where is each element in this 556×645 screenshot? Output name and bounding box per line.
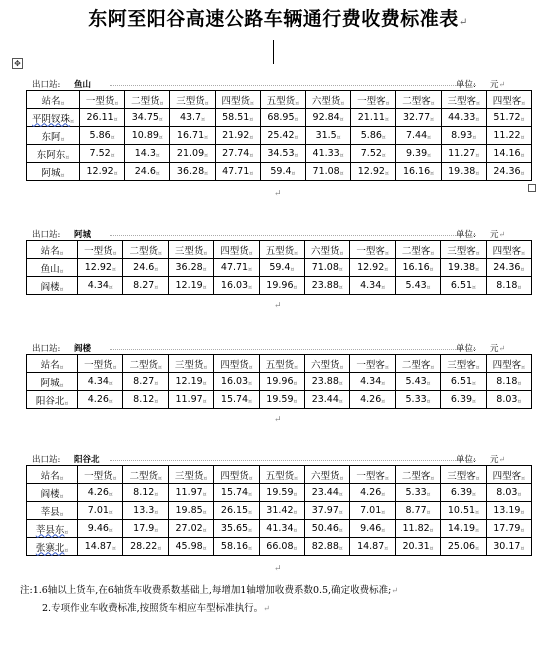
- station-name-cell: 张寨北¤: [27, 538, 78, 556]
- fee-cell: 21.11¤: [351, 109, 396, 127]
- fee-cell: 50.46¤: [305, 520, 350, 538]
- fee-cell: 4.34¤: [350, 277, 395, 295]
- fee-cell: 9.46¤: [350, 520, 395, 538]
- station-name-cell: 阎楼¤: [27, 484, 78, 502]
- station-name-cell: 莘县东¤: [27, 520, 78, 538]
- paragraph-mark: ↵: [274, 189, 282, 199]
- fee-cell: 27.74¤: [215, 145, 260, 163]
- fee-cell: 4.26¤: [78, 391, 123, 409]
- exit-station-name: 阳谷北: [74, 455, 100, 465]
- column-header: 二型客¤: [395, 355, 440, 373]
- fee-cell: 19.38¤: [441, 163, 486, 181]
- column-header: 六型货¤: [305, 91, 350, 109]
- exit-section-2: [0, 226, 556, 293]
- fee-cell: 25.06¤: [441, 538, 486, 556]
- fee-cell: 31.5¤: [305, 127, 350, 145]
- fee-cell: 16.16¤: [396, 163, 441, 181]
- fee-cell: 4.26¤: [78, 484, 123, 502]
- column-header: 四型货¤: [214, 241, 259, 259]
- dotted-leader: [110, 460, 476, 461]
- station-name-cell: 阿城¤: [27, 163, 80, 181]
- unit-value: 元↵: [490, 344, 506, 354]
- table-row: [27, 391, 532, 409]
- exit-label: 出口站:: [32, 230, 61, 240]
- column-header: 二型货¤: [123, 241, 168, 259]
- fee-cell: 8.03¤: [486, 391, 531, 409]
- fee-cell: 23.88¤: [305, 277, 350, 295]
- fee-cell: 5.43¤: [395, 373, 440, 391]
- table-row: [27, 259, 532, 277]
- toll-table: [26, 240, 532, 295]
- fee-cell: 11.97¤: [168, 391, 213, 409]
- column-header: 四型货¤: [214, 355, 259, 373]
- column-header: 站名¤: [27, 91, 80, 109]
- fee-cell: 4.26¤: [350, 484, 395, 502]
- column-header: 一型客¤: [350, 355, 395, 373]
- dotted-leader: [110, 349, 476, 350]
- fee-cell: 36.28¤: [170, 163, 215, 181]
- fee-cell: 8.27¤: [123, 277, 168, 295]
- column-header: 三型货¤: [168, 355, 213, 373]
- fee-cell: 13.3¤: [123, 502, 168, 520]
- fee-cell: 12.19¤: [168, 277, 213, 295]
- column-header: 五型货¤: [259, 241, 304, 259]
- fee-cell: 24.36¤: [486, 163, 531, 181]
- exit-section-4: [0, 451, 556, 554]
- fee-cell: 59.4¤: [259, 259, 304, 277]
- page-title: 东阿至阳谷高速公路车辆通行费收费标准表↵: [88, 8, 468, 30]
- fee-cell: 30.17¤: [486, 538, 531, 556]
- fee-cell: 12.92¤: [350, 259, 395, 277]
- fee-cell: 43.7¤: [170, 109, 215, 127]
- fee-cell: 66.08¤: [259, 538, 304, 556]
- fee-cell: 13.19¤: [486, 502, 531, 520]
- fee-cell: 14.16¤: [486, 145, 531, 163]
- unit-value: 元↵: [490, 455, 506, 465]
- fee-cell: 20.31¤: [395, 538, 440, 556]
- fee-cell: 14.87¤: [350, 538, 395, 556]
- fee-cell: 71.08¤: [305, 163, 350, 181]
- fee-cell: 8.77¤: [395, 502, 440, 520]
- column-header: 三型货¤: [170, 91, 215, 109]
- station-name-cell: 阿城¤: [27, 373, 78, 391]
- exit-section-3: [0, 340, 556, 407]
- column-header: 站名¤: [27, 241, 78, 259]
- fee-cell: 21.09¤: [170, 145, 215, 163]
- fee-cell: 23.44¤: [305, 484, 350, 502]
- fee-cell: 15.74¤: [214, 484, 259, 502]
- fee-cell: 23.44¤: [305, 391, 350, 409]
- paragraph-mark: ↵: [274, 415, 282, 425]
- column-header: 三型货¤: [168, 241, 213, 259]
- fee-cell: 12.92¤: [79, 163, 124, 181]
- fee-cell: 8.12¤: [123, 484, 168, 502]
- fee-cell: 5.86¤: [79, 127, 124, 145]
- unit-label: 单位:: [456, 80, 476, 90]
- fee-cell: 16.71¤: [170, 127, 215, 145]
- column-header: 四型客¤: [486, 241, 531, 259]
- table-resize-handle[interactable]: [528, 184, 536, 192]
- column-header: 四型客¤: [486, 466, 531, 484]
- exit-section-1: [0, 76, 556, 179]
- fee-cell: 47.71¤: [214, 259, 259, 277]
- fee-cell: 7.52¤: [351, 145, 396, 163]
- table-row: [27, 145, 532, 163]
- station-name-cell: 鱼山¤: [27, 259, 78, 277]
- table-header-row: [27, 91, 532, 109]
- column-header: 二型货¤: [123, 355, 168, 373]
- unit-label: 单位:: [456, 344, 476, 354]
- fee-cell: 58.16¤: [214, 538, 259, 556]
- fee-cell: 19.59¤: [259, 484, 304, 502]
- fee-cell: 45.98¤: [168, 538, 213, 556]
- paragraph-mark: ↵: [274, 301, 282, 311]
- fee-cell: 25.42¤: [260, 127, 305, 145]
- exit-station-line: [0, 340, 556, 354]
- table-row: [27, 538, 532, 556]
- fee-cell: 34.53¤: [260, 145, 305, 163]
- fee-cell: 7.44¤: [396, 127, 441, 145]
- fee-cell: 19.85¤: [168, 502, 213, 520]
- table-row: [27, 502, 532, 520]
- fee-cell: 10.89¤: [125, 127, 170, 145]
- paragraph-mark: ↵: [274, 564, 282, 574]
- column-header: 三型客¤: [441, 241, 486, 259]
- fee-cell: 14.3¤: [125, 145, 170, 163]
- column-header: 二型客¤: [396, 91, 441, 109]
- column-header: 一型货¤: [78, 241, 123, 259]
- exit-station-line: [0, 226, 556, 240]
- column-header: 二型货¤: [123, 466, 168, 484]
- fee-cell: 68.95¤: [260, 109, 305, 127]
- station-name-cell: 阎楼¤: [27, 277, 78, 295]
- fee-cell: 35.65¤: [214, 520, 259, 538]
- fee-cell: 5.86¤: [351, 127, 396, 145]
- fee-cell: 19.96¤: [259, 277, 304, 295]
- column-header: 四型客¤: [486, 91, 531, 109]
- table-row: [27, 163, 532, 181]
- fee-cell: 5.43¤: [395, 277, 440, 295]
- table-move-handle-icon[interactable]: ✥: [12, 58, 23, 69]
- fee-cell: 11.22¤: [486, 127, 531, 145]
- note-2: 2.专项作业车收费标准,按照货车相应车型标准执行。↵: [42, 603, 270, 614]
- fee-cell: 14.87¤: [78, 538, 123, 556]
- table-row: [27, 109, 532, 127]
- column-header: 六型货¤: [305, 241, 350, 259]
- column-header: 四型客¤: [486, 355, 531, 373]
- dotted-leader: [110, 235, 476, 236]
- unit-label: 单位:: [456, 455, 476, 465]
- station-name-cell: 东阿¤: [27, 127, 80, 145]
- fee-cell: 12.92¤: [78, 259, 123, 277]
- table-row: [27, 373, 532, 391]
- toll-table: [26, 90, 532, 181]
- unit-label: 单位:: [456, 230, 476, 240]
- fee-cell: 8.18¤: [486, 277, 531, 295]
- fee-cell: 59.4¤: [260, 163, 305, 181]
- fee-cell: 26.11¤: [79, 109, 124, 127]
- column-header: 五型货¤: [259, 355, 304, 373]
- fee-cell: 16.03¤: [214, 277, 259, 295]
- fee-cell: 28.22¤: [123, 538, 168, 556]
- fee-cell: 37.97¤: [305, 502, 350, 520]
- column-header: 六型货¤: [305, 466, 350, 484]
- exit-station-name: 阎楼: [74, 344, 92, 354]
- column-header: 四型货¤: [214, 466, 259, 484]
- column-header: 一型货¤: [78, 466, 123, 484]
- fee-cell: 19.96¤: [259, 373, 304, 391]
- fee-cell: 11.82¤: [395, 520, 440, 538]
- column-header: 三型客¤: [441, 466, 486, 484]
- fee-cell: 16.16¤: [395, 259, 440, 277]
- column-header: 一型客¤: [350, 241, 395, 259]
- fee-cell: 26.15¤: [214, 502, 259, 520]
- column-header: 一型货¤: [78, 355, 123, 373]
- column-header: 站名¤: [27, 466, 78, 484]
- table-header-row: [27, 241, 532, 259]
- fee-cell: 24.6¤: [123, 259, 168, 277]
- toll-table: [26, 354, 532, 409]
- column-header: 一型货¤: [79, 91, 124, 109]
- fee-cell: 47.71¤: [215, 163, 260, 181]
- fee-cell: 19.59¤: [259, 391, 304, 409]
- unit-value: 元↵: [490, 80, 506, 90]
- fee-cell: 4.34¤: [78, 373, 123, 391]
- fee-cell: 8.93¤: [441, 127, 486, 145]
- fee-cell: 17.79¤: [486, 520, 531, 538]
- column-header: 二型客¤: [395, 241, 440, 259]
- column-header: 二型货¤: [125, 91, 170, 109]
- column-header: 六型货¤: [305, 355, 350, 373]
- text-cursor: [273, 40, 274, 64]
- fee-cell: 7.01¤: [350, 502, 395, 520]
- station-name-cell: 莘县¤: [27, 502, 78, 520]
- fee-cell: 34.75¤: [125, 109, 170, 127]
- fee-cell: 14.19¤: [441, 520, 486, 538]
- fee-cell: 12.19¤: [168, 373, 213, 391]
- fee-cell: 8.18¤: [486, 373, 531, 391]
- column-header: 三型货¤: [168, 466, 213, 484]
- fee-cell: 8.12¤: [123, 391, 168, 409]
- fee-cell: 4.34¤: [350, 373, 395, 391]
- fee-cell: 58.51¤: [215, 109, 260, 127]
- fee-cell: 9.46¤: [78, 520, 123, 538]
- column-header: 三型客¤: [441, 355, 486, 373]
- fee-cell: 32.77¤: [396, 109, 441, 127]
- column-header: 一型客¤: [350, 466, 395, 484]
- column-header: 五型货¤: [259, 466, 304, 484]
- fee-cell: 6.39¤: [441, 484, 486, 502]
- exit-station-name: 阿城: [74, 230, 92, 240]
- fee-cell: 36.28¤: [168, 259, 213, 277]
- fee-cell: 82.88¤: [305, 538, 350, 556]
- dotted-leader: [110, 85, 476, 86]
- fee-cell: 17.9¤: [123, 520, 168, 538]
- fee-cell: 27.02¤: [168, 520, 213, 538]
- exit-station-line: [0, 451, 556, 465]
- fee-cell: 16.03¤: [214, 373, 259, 391]
- column-header: 五型货¤: [260, 91, 305, 109]
- fee-cell: 11.27¤: [441, 145, 486, 163]
- fee-cell: 24.36¤: [486, 259, 531, 277]
- note-1: 注:1.6轴以上货车,在6轴货车收费系数基础上,每增加1轴增加收费系数0.5,确定收费标准;↵: [20, 585, 398, 596]
- toll-table: [26, 465, 532, 556]
- fee-cell: 6.51¤: [441, 277, 486, 295]
- fee-cell: 19.38¤: [441, 259, 486, 277]
- fee-cell: 4.34¤: [78, 277, 123, 295]
- table-header-row: [27, 466, 532, 484]
- fee-cell: 41.34¤: [259, 520, 304, 538]
- fee-cell: 31.42¤: [259, 502, 304, 520]
- fee-cell: 6.39¤: [441, 391, 486, 409]
- fee-cell: 15.74¤: [214, 391, 259, 409]
- fee-cell: 23.88¤: [305, 373, 350, 391]
- fee-cell: 11.97¤: [168, 484, 213, 502]
- fee-cell: 5.33¤: [395, 484, 440, 502]
- table-header-row: [27, 355, 532, 373]
- fee-cell: 12.92¤: [351, 163, 396, 181]
- fee-cell: 8.27¤: [123, 373, 168, 391]
- column-header: 二型客¤: [395, 466, 440, 484]
- fee-cell: 4.26¤: [350, 391, 395, 409]
- fee-cell: 51.72¤: [486, 109, 531, 127]
- fee-cell: 7.01¤: [78, 502, 123, 520]
- fee-cell: 5.33¤: [395, 391, 440, 409]
- fee-cell: 6.51¤: [441, 373, 486, 391]
- exit-label: 出口站:: [32, 455, 61, 465]
- exit-station-line: [0, 76, 556, 90]
- fee-cell: 10.51¤: [441, 502, 486, 520]
- column-header: 一型客¤: [351, 91, 396, 109]
- fee-cell: 7.52¤: [79, 145, 124, 163]
- station-name-cell: 东阿东¤: [27, 145, 80, 163]
- table-row: [27, 277, 532, 295]
- fee-cell: 44.33¤: [441, 109, 486, 127]
- column-header: 三型客¤: [441, 91, 486, 109]
- fee-cell: 24.6¤: [125, 163, 170, 181]
- unit-value: 元↵: [490, 230, 506, 240]
- fee-cell: 92.84¤: [305, 109, 350, 127]
- column-header: 站名¤: [27, 355, 78, 373]
- exit-station-name: 鱼山: [74, 80, 92, 90]
- station-name-cell: 平阴钗珠¤: [27, 109, 80, 127]
- fee-cell: 9.39¤: [396, 145, 441, 163]
- table-row: [27, 484, 532, 502]
- station-name-cell: 阳谷北¤: [27, 391, 78, 409]
- column-header: 四型货¤: [215, 91, 260, 109]
- fee-cell: 21.92¤: [215, 127, 260, 145]
- fee-cell: 41.33¤: [305, 145, 350, 163]
- fee-cell: 71.08¤: [305, 259, 350, 277]
- notes: [20, 582, 556, 618]
- exit-label: 出口站:: [32, 344, 61, 354]
- table-row: [27, 520, 532, 538]
- fee-cell: 8.03¤: [486, 484, 531, 502]
- table-row: [27, 127, 532, 145]
- exit-label: 出口站:: [32, 80, 61, 90]
